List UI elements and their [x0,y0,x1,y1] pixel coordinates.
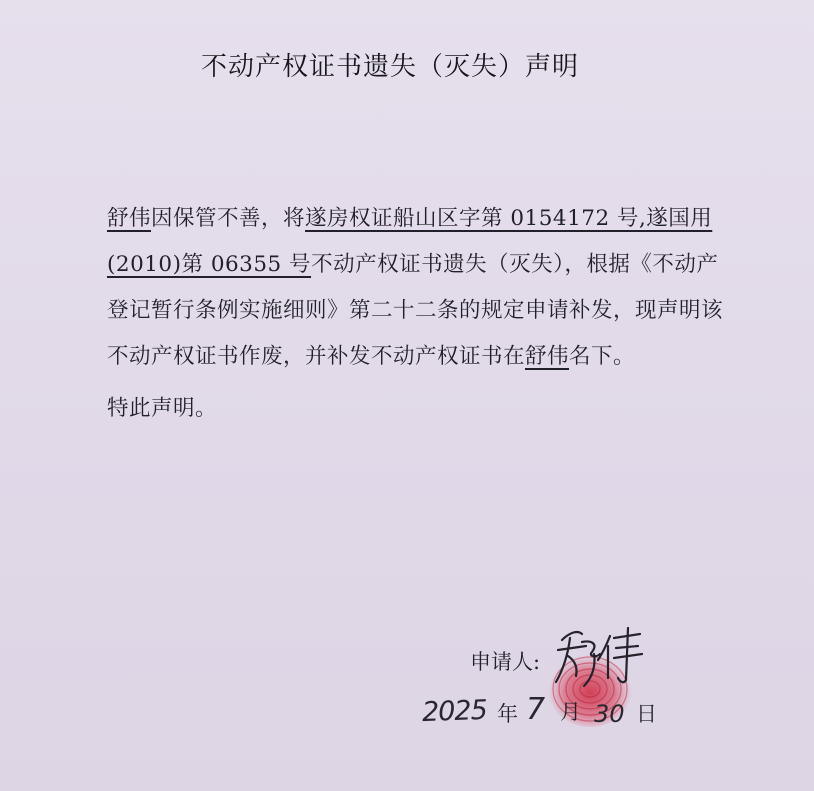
date-day-unit: 日 [636,702,657,726]
applicant-label: 申请人: [470,650,541,674]
statement-body [62,196,732,380]
statement-paragraph [62,196,732,380]
closing-text: 特此声明。 [107,396,218,421]
reissue-name: 舒伟 [525,344,570,369]
statement-text-1: 因保管不善，将 [151,206,306,231]
date-day: 30 [594,700,625,728]
statement-text-3: 名下。 [569,344,636,369]
date-year: 2025 [421,694,488,729]
document-title: 不动产权证书遗失（灭失）声明 [200,52,579,82]
date-year-unit: 年 [497,702,518,726]
date-month: 7 [526,692,546,727]
handwritten-signature [548,620,648,692]
certificate-number: 遂房权证船山区字第 0154172 号,遂国用(2010)第 06355 号 [107,206,713,277]
owner-name: 舒伟 [107,206,152,231]
date-month-unit: 月 [560,700,581,724]
signature-date [422,690,682,738]
statement-text-2: 不动产权证书遗失（灭失），根据《不动产登记暂行条例实施细则》第二十二条的规定申请补发，现声明该不动产权证书作废，并补发不动产权证书在 [107,252,724,369]
